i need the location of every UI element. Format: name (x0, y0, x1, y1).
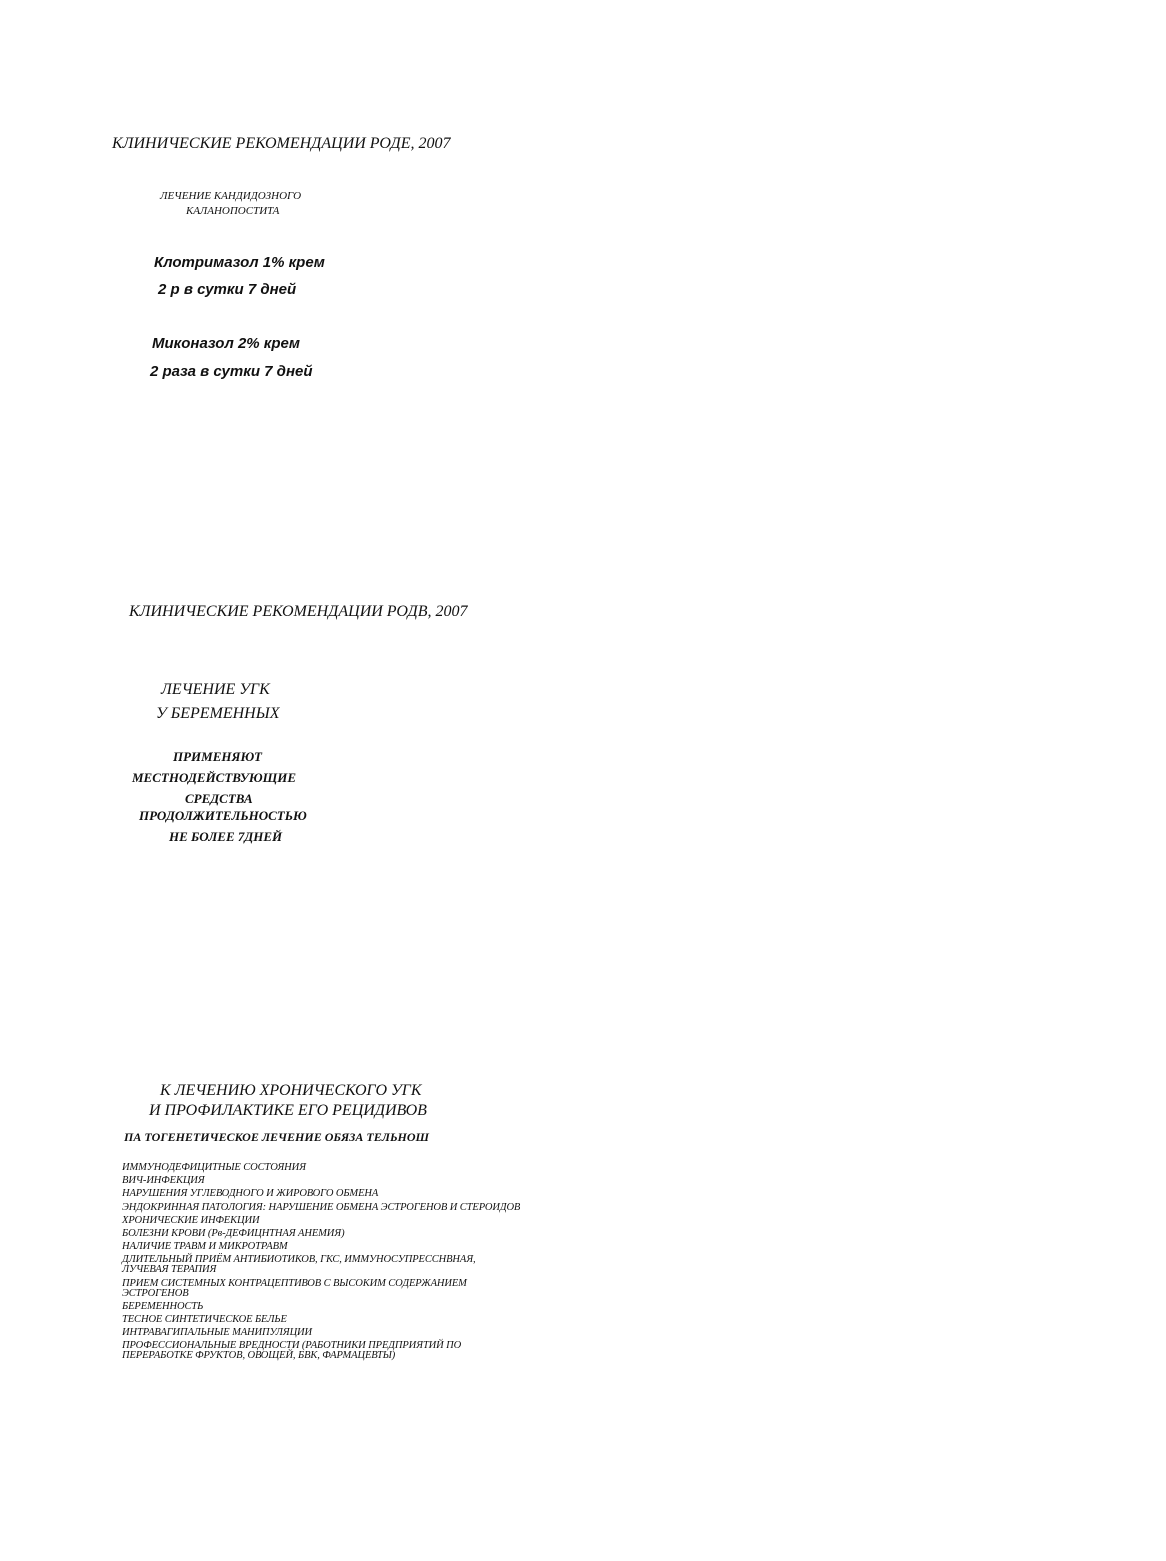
section2-body-line: ПРОДОЛЖИТЕЛЬНОСТЬЮ (139, 808, 307, 823)
section3-title-line1: К ЛЕЧЕНИЮ ХРОНИЧЕСКОГО УГК (160, 1082, 422, 1099)
section2-heading-line1: ЛЕЧЕНИЕ УГК (161, 681, 270, 698)
section3-subtitle: ПА ТОГЕНЕТИЧЕСКОЕ ЛЕЧЕНИЕ ОБЯЗА ТЕЛЬНОШ (124, 1130, 430, 1144)
section2-heading-line2: У БЕРЕМЕННЫХ (156, 705, 280, 722)
list-item: ЭНДОКРИННАЯ ПАТОЛОГИЯ: НАРУШЕНИЕ ОБМЕНА ЭСТРОГЕНОВ И СТЕРОИДОВ (122, 1201, 521, 1213)
list-item: ВИЧ-ИНФЕКЦИЯ (122, 1175, 205, 1187)
section2-title: КЛИНИЧЕСКИЕ РЕКОМЕНДАЦИИ РОДВ, 2007 (129, 603, 468, 620)
section3-title-line2: И ПРОФИЛАКТИКЕ ЕГО РЕЦИДИВОВ (149, 1102, 427, 1119)
section2-body-line: ПРИМЕНЯЮТ (173, 749, 262, 764)
section1-subtitle-line2: КАЛАНОПОСТИТА (186, 205, 280, 217)
section2-body-line: НЕ БОЛЕЕ 7ДНЕЙ (169, 829, 283, 844)
drug2-name: Миконазол 2% крем (152, 335, 300, 352)
section2-body-line: СРЕДСТВА (185, 791, 253, 806)
section1-title: КЛИНИЧЕСКИЕ РЕКОМЕНДАЦИИ РОДЕ, 2007 (112, 135, 451, 152)
drug2-dose: 2 раза в сутки 7 дней (150, 363, 313, 380)
section2-body-line: МЕСТНОДЕЙСТВУЮЩИЕ (132, 770, 297, 785)
list-item: ХРОНИЧЕСКИЕ ИНФЕКЦИИ (122, 1214, 260, 1226)
list-item: ДЛИТЕЛЬНЫЙ ПРИЁМ АНТИБИОТИКОВ, ГКС, ИММУНОСУПРЕССНВНАЯ, ЛУЧЕВАЯ ТЕРАПИЯ (122, 1254, 476, 1276)
list-item: ПРИЕМ СИСТЕМНЫХ КОНТРАЦЕПТИВОВ С ВЫСОКИМ СОДЕРЖАНИЕМ ЭСТРОГЕНОВ (122, 1277, 467, 1299)
list-item: БЕРЕМЕННОСТЬ (122, 1300, 204, 1312)
drug1-dose: 2 р в сутки 7 дней (158, 281, 297, 298)
list-item: ПРОФЕССИОНАЛЬНЫЕ ВРЕДНОСТИ (РАБОТНИКИ ПРЕДПРИЯТИЙ ПО ПЕРЕРАБОТКЕ ФРУКТОВ, ОВОЩЕЙ, БВК, ФАРМАЦЕВТЫ) (122, 1340, 462, 1362)
list-item: ТЕСНОЕ СИНТЕТИЧЕСКОЕ БЕЛЬЕ (122, 1313, 287, 1325)
list-item: ИММУНОДЕФИЦИТНЫЕ СОСТОЯНИЯ (122, 1162, 306, 1173)
drug1-name: Клотримазол 1% крем (154, 254, 325, 271)
list-item: НАЛИЧИЕ ТРАВМ И МИКРОТРАВМ (122, 1241, 288, 1253)
list-item: НАРУШЕНИЯ УГЛЕВОДНОГО И ЖИРОВОГО ОБМЕНА (122, 1188, 379, 1200)
list-item: БОЛЕЗНИ КРОВИ (Рв-ДЕФИЦНТНАЯ АНЕМИЯ) (122, 1227, 345, 1239)
list-item: ИНТРАВАГИПАЛЬНЫЕ МАНИПУЛЯЦИИ (122, 1327, 313, 1339)
section1-subtitle-line1: ЛЕЧЕНИЕ КАНДИДОЗНОГО (160, 190, 302, 202)
risk-factors-list (122, 1163, 522, 1364)
